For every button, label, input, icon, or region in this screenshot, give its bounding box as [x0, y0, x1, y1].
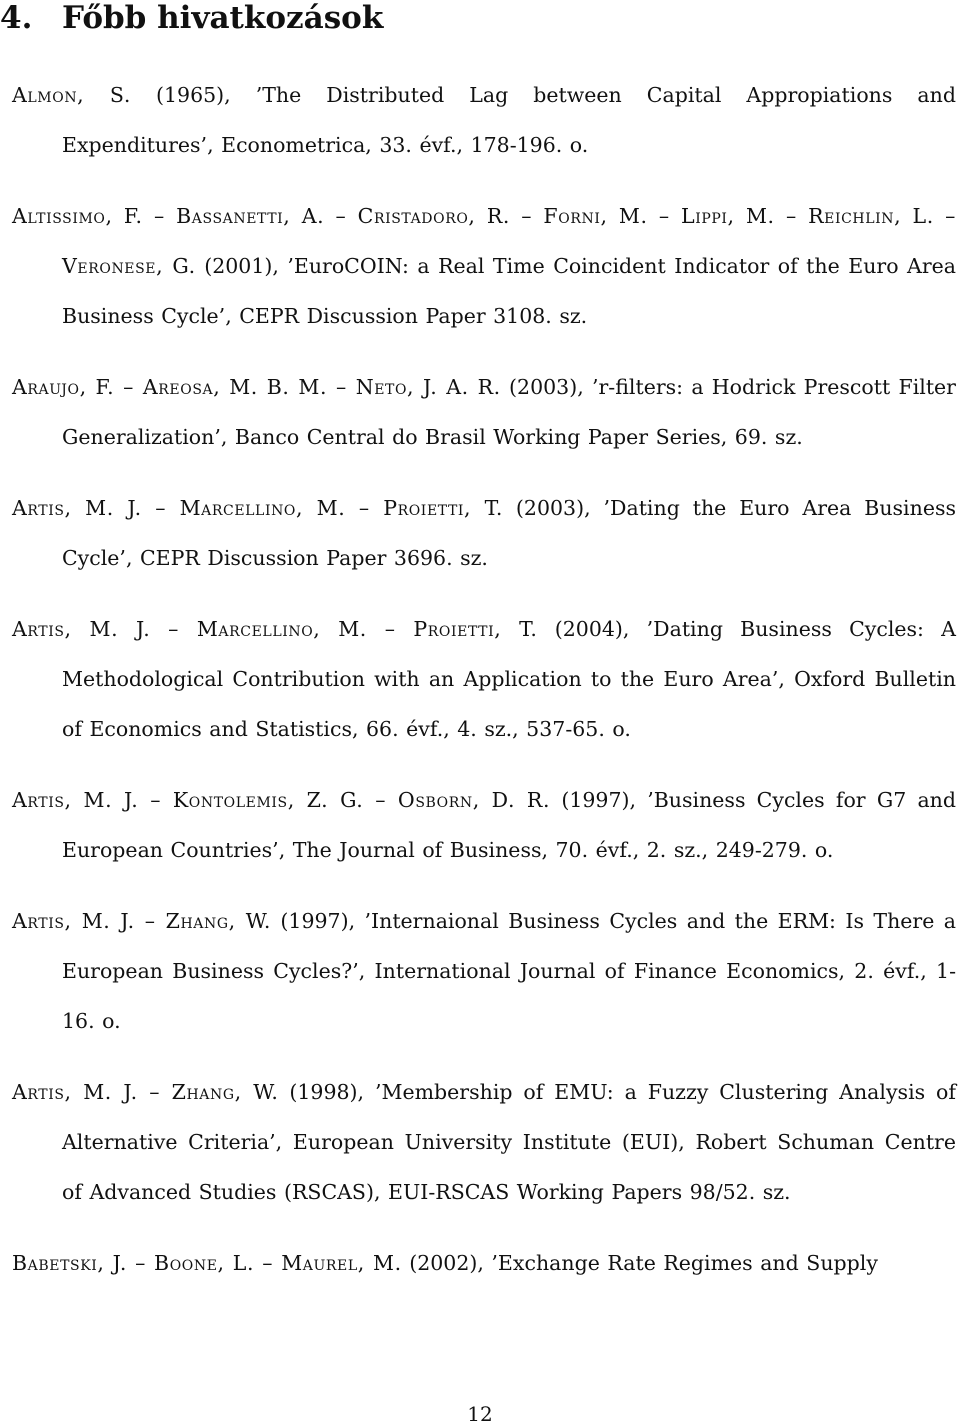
- reference-text: (1997), ’Business Cycles for G7 and European Countries’, The Journal of Business, 70. évf., 2. sz., 249-279. o.: [62, 788, 957, 862]
- reference-authors: Artis, M. J. – Zhang, W.: [12, 909, 271, 933]
- reference-authors: Artis, M. J. – Marcellino, M. – Proietti, T.: [12, 617, 538, 641]
- reference-text: (1965), ’The Distributed Lag between Capital Appropiations and Expenditures’, Econometrica, 33. évf., 178-196. o.: [62, 83, 956, 157]
- reference-text: (1998), ’Membership of EMU: a Fuzzy Clustering Analysis of Alternative Criteria’, European University Institute (EUI), Robert Schuman Centre of Advanced Studies (RSCAS), EUI-RSCAS Working Papers 98/52. sz.: [62, 1080, 956, 1204]
- reference-text: (2002), ’Exchange Rate Regimes and Supply: [401, 1251, 878, 1275]
- reference-entry: [12, 775, 956, 875]
- reference-authors: Artis, M. J. – Zhang, W.: [12, 1080, 279, 1104]
- reference-entry: [12, 604, 956, 754]
- reference-authors: Almon, S.: [12, 83, 131, 107]
- reference-text: (2004), ’Dating Business Cycles: A Methodological Contribution with an Application to the Euro Area’, Oxford Bulletin of Economics and Statistics, 66. évf., 4. sz., 537-65. o.: [62, 617, 956, 741]
- reference-authors: Artis, M. J. – Marcellino, M. – Proietti, T.: [12, 496, 504, 520]
- reference-text: (2003), ’Dating the Euro Area Business Cycle’, CEPR Discussion Paper 3696. sz.: [62, 496, 956, 570]
- reference-entry: [12, 362, 956, 462]
- reference-entry: [12, 483, 956, 583]
- reference-authors: Babetski, J. – Boone, L. – Maurel, M.: [12, 1251, 402, 1275]
- reference-text: (2003), ’r-filters: a Hodrick Prescott Filter Generalization’, Banco Central do Brasil Working Paper Series, 69. sz.: [62, 375, 956, 449]
- reference-entry: [12, 70, 956, 170]
- page-number: 12: [467, 1402, 493, 1426]
- reference-authors: Araujo, F. – Areosa, M. B. M. – Neto, J. A. R.: [12, 375, 501, 399]
- reference-entry: [12, 1067, 956, 1217]
- reference-text: (2001), ’EuroCOIN: a Real Time Coincident Indicator of the Euro Area Business Cycle’, CEPR Discussion Paper 3108. sz.: [62, 254, 956, 328]
- reference-text: (1997), ’Internaional Business Cycles and the ERM: Is There a European Business Cycles?’, International Journal of Finance Economics, 2. évf., 1-16. o.: [62, 909, 956, 1033]
- reference-authors: Artis, M. J. – Kontolemis, Z. G. – Osborn, D. R.: [12, 788, 551, 812]
- section-heading: [0, 0, 383, 36]
- reference-authors: Altissimo, F. – Bassanetti, A. – Cristadoro, R. – Forni, M. – Lippi, M. – Reichlin, L. – Veronese, G.: [12, 204, 956, 278]
- reference-entry: [12, 896, 956, 1046]
- section-number: 4.: [0, 0, 33, 36]
- reference-entry: [12, 1238, 956, 1288]
- reference-entry: [12, 191, 956, 341]
- section-title: Főbb hivatkozások: [62, 0, 384, 36]
- reference-list: [12, 70, 956, 1309]
